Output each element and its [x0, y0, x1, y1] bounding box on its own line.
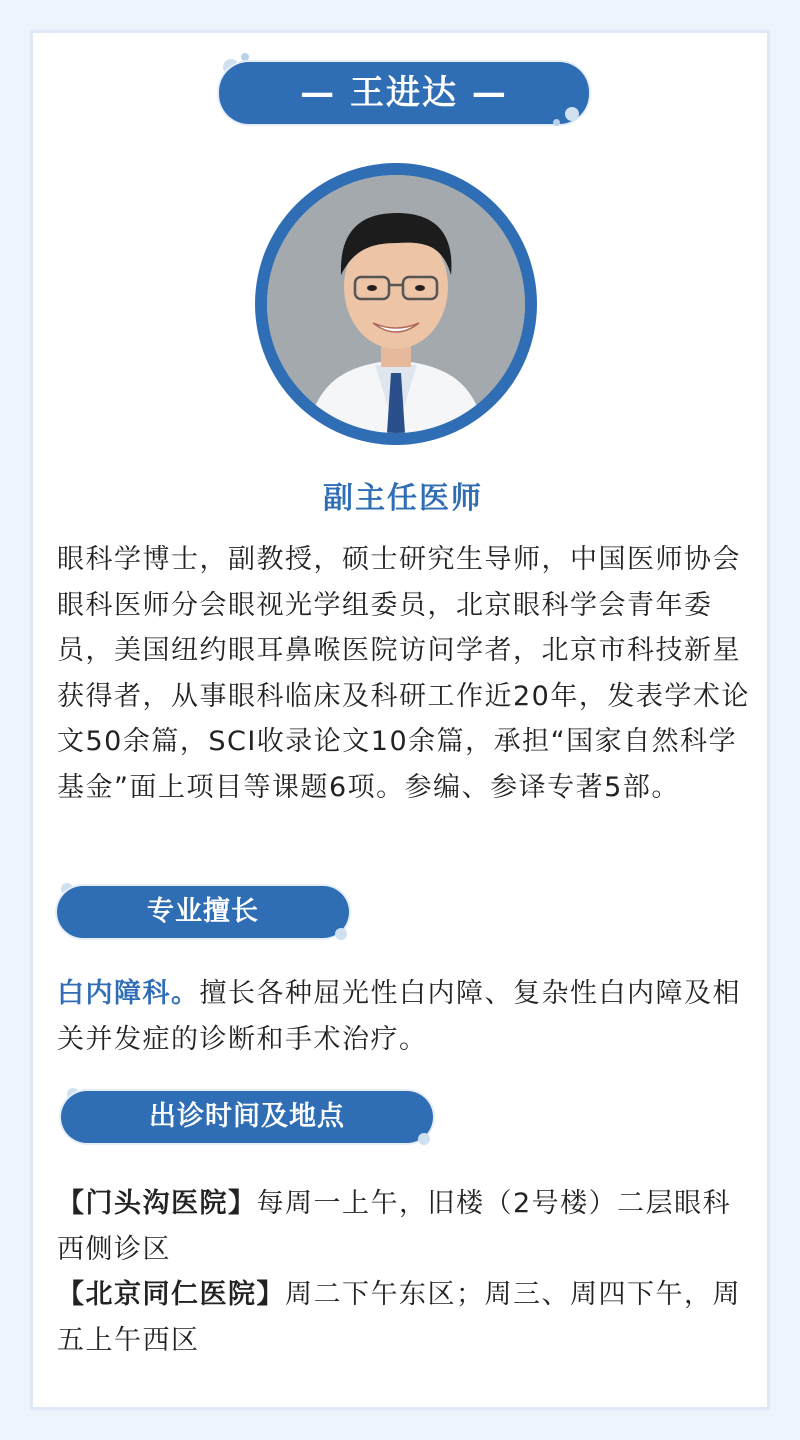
doctor-bio: 眼科学博士，副教授，硕士研究生导师，中国医师协会眼科医师分会眼视光学组委员，北京眼科学会青年委员，美国纽约眼耳鼻喉医院访问学者，北京市科技新星获得者，从事眼科临床及科研工作近20年，发表学术论文50余篇，SCI收录论文10余篇，承担“国家自然科学基金”面上项目等课题6项。参编、参译专著5部。 — [57, 544, 750, 803]
specialty-highlight: 白内障科。 — [57, 978, 200, 1009]
section-header-label: 出诊时间及地点 — [149, 1101, 345, 1132]
decor-dot — [335, 928, 347, 940]
profile-card — [30, 30, 770, 1410]
hospital-name: 【北京同仁医院】 — [57, 1279, 285, 1310]
specialty-description: 擅长各种屈光性白内障、复杂性白内障及相关并发症的诊断和手术治疗。 — [57, 978, 741, 1055]
section-header-specialty — [57, 886, 349, 938]
doctor-name-banner — [219, 62, 589, 124]
doctor-photo — [267, 175, 525, 433]
schedule-time: 每周一上午，旧楼（2号楼）二层眼科西侧诊区 — [57, 1188, 732, 1265]
schedule-list — [57, 1181, 757, 1363]
hospital-name: 【门头沟医院】 — [57, 1188, 257, 1219]
doctor-name: — 王进达 — — [300, 73, 508, 113]
schedule-time: 周二下午东区；周三、周四下午，周五上午西区 — [57, 1279, 741, 1356]
section-header-schedule — [61, 1091, 433, 1143]
decor-dot — [418, 1133, 430, 1145]
decor-dot — [241, 53, 249, 61]
doctor-title: 副主任医师 — [323, 481, 483, 516]
section-header-label: 专业擅长 — [147, 896, 259, 927]
specialty-text — [57, 971, 757, 1062]
decor-dot — [565, 107, 579, 121]
avatar-frame — [255, 163, 537, 445]
schedule-entry — [57, 1272, 757, 1363]
decor-dot — [553, 119, 560, 126]
schedule-entry — [57, 1181, 757, 1272]
